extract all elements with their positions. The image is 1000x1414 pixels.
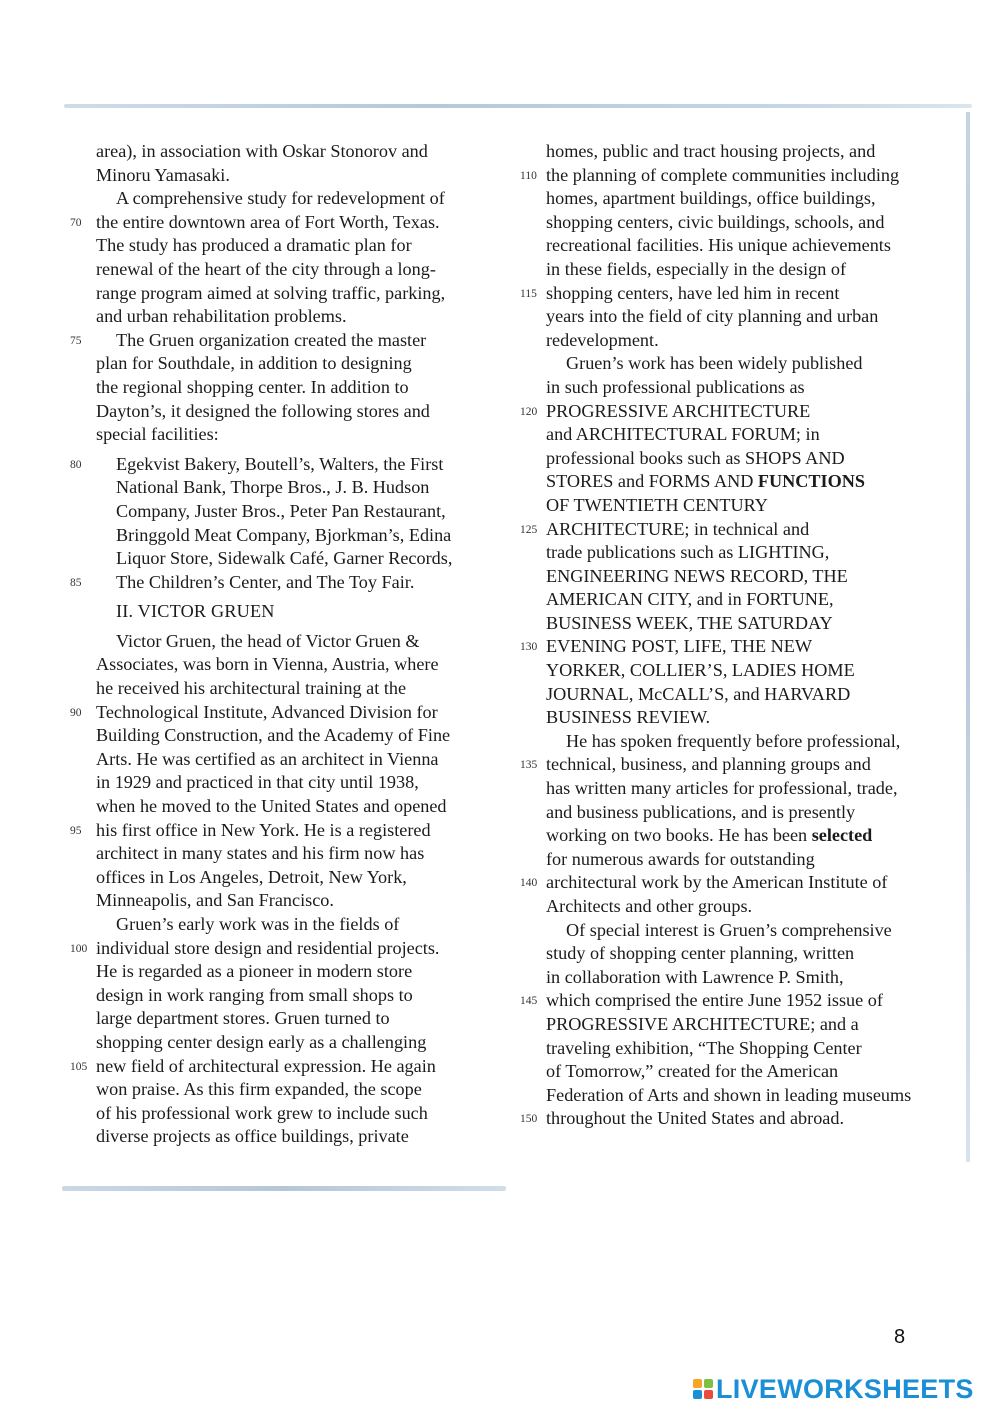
line-text: Bringgold Meat Company, Bjorkman’s, Edina — [116, 524, 452, 545]
text-line — [520, 871, 966, 895]
line-number: 105 — [70, 1060, 88, 1073]
text-line — [546, 588, 966, 612]
left-text-column — [70, 140, 510, 1149]
line-number: 120 — [520, 405, 538, 418]
line-text: Egekvist Bakery, Boutell’s, Walters, the First — [116, 453, 444, 474]
line-text: design in work ranging from small shops to — [96, 984, 413, 1005]
logo-square-green — [704, 1379, 713, 1388]
line-text: He is regarded as a pioneer in modern store — [96, 961, 413, 982]
text-line — [546, 777, 966, 801]
line-text: Of special interest is Gruen’s comprehensive — [566, 919, 892, 940]
line-text: trade publications such as LIGHTING, — [546, 542, 830, 563]
text-line — [546, 329, 966, 353]
line-text: EVENING POST, LIFE, THE NEW — [546, 636, 813, 657]
text-line — [96, 866, 510, 890]
text-line — [520, 1107, 966, 1131]
text-line — [96, 352, 510, 376]
text-line — [546, 305, 966, 329]
line-text: Victor Gruen, the head of Victor Gruen & — [116, 630, 420, 651]
line-number: 90 — [70, 706, 82, 719]
line-text: the planning of complete communities including — [546, 164, 900, 185]
logo-square-blue — [693, 1390, 702, 1399]
line-number: 145 — [520, 995, 538, 1008]
text-line — [96, 842, 510, 866]
line-text: when he moved to the United States and opened — [96, 796, 447, 817]
page-frame-right-border — [966, 112, 970, 1162]
text-line — [546, 706, 966, 730]
line-text: architect in many states and his firm now has — [96, 843, 425, 864]
line-text: has written many articles for professional, trade, — [546, 778, 898, 799]
line-text: traveling exhibition, “The Shopping Center — [546, 1037, 862, 1058]
text-line — [96, 960, 510, 984]
text-line — [546, 801, 966, 825]
text-line — [546, 541, 966, 565]
section-heading — [96, 600, 510, 624]
line-text: shopping centers, civic buildings, schools, and — [546, 211, 885, 232]
text-line — [546, 140, 966, 164]
text-line — [96, 423, 510, 447]
line-text: for numerous awards for outstanding — [546, 848, 815, 869]
text-line — [96, 187, 510, 211]
line-text: Minneapolis, and San Francisco. — [96, 890, 334, 911]
line-text: he received his architectural training at the — [96, 678, 407, 699]
line-number: 95 — [70, 824, 82, 837]
text-line — [70, 1055, 510, 1079]
line-text: and urban rehabilitation problems. — [96, 306, 347, 327]
line-text: architectural work by the American Institute of — [546, 872, 888, 893]
line-text: Building Construction, and the Academy of Fine — [96, 725, 451, 746]
line-text: JOURNAL, McCALL’S, and HARVARD — [546, 683, 851, 704]
line-text: Gruen’s early work was in the fields of — [116, 914, 400, 934]
line-text: STORES and FORMS AND — [546, 471, 758, 492]
line-text: the entire downtown area of Fort Worth, Texas. — [96, 211, 440, 232]
line-text: The Children’s Center, and The Toy Fair. — [116, 571, 415, 592]
text-line — [520, 753, 966, 777]
bold-text: selected — [811, 825, 873, 846]
text-line — [96, 1078, 510, 1102]
text-line — [546, 187, 966, 211]
page-number: 8 — [894, 1326, 906, 1348]
text-line — [546, 612, 966, 636]
line-text: his first office in New York. He is a registered — [96, 819, 431, 840]
line-text: in collaboration with Lawrence P. Smith, — [546, 966, 844, 987]
text-line — [520, 989, 966, 1013]
text-line — [520, 635, 966, 659]
text-line — [96, 724, 510, 748]
liveworksheets-wordmark: LIVEWORKSHEETS — [716, 1373, 974, 1404]
line-text: offices in Los Angeles, Detroit, New York, — [96, 866, 407, 887]
text-line — [546, 895, 966, 919]
line-text: plan for Southdale, in addition to designing — [96, 353, 412, 374]
line-text: Company, Juster Bros., Peter Pan Restaurant, — [116, 500, 446, 521]
page-frame-top-border — [64, 104, 972, 108]
text-line — [96, 500, 510, 524]
text-line — [546, 1037, 966, 1061]
text-line — [96, 748, 510, 772]
bold-text: FUNCTIONS — [757, 471, 866, 492]
text-line — [520, 164, 966, 188]
line-text: shopping centers, have led him in recent — [546, 282, 840, 303]
text-line — [96, 653, 510, 677]
text-line — [546, 1060, 966, 1084]
text-line — [96, 376, 510, 400]
text-line — [70, 329, 510, 353]
text-line — [546, 565, 966, 589]
text-line — [96, 164, 510, 188]
line-number: 80 — [70, 458, 82, 471]
line-number: 135 — [520, 759, 538, 772]
line-text: homes, public and tract housing projects, and — [546, 141, 876, 161]
line-number: 75 — [70, 334, 82, 347]
line-text: Associates, was born in Vienna, Austria, where — [96, 654, 439, 675]
text-line — [70, 211, 510, 235]
text-line — [546, 258, 966, 282]
line-text: The study has produced a dramatic plan for — [96, 235, 412, 256]
text-line — [546, 211, 966, 235]
text-line — [70, 453, 510, 477]
line-text: of his professional work grew to include such — [96, 1102, 428, 1123]
line-text: He has spoken frequently before professional, — [566, 730, 901, 751]
line-text: Gruen’s work has been widely published — [566, 353, 863, 374]
line-text: redevelopment. — [546, 329, 659, 350]
text-line — [96, 889, 510, 913]
line-text: in 1929 and practiced in that city until 1938, — [96, 772, 419, 793]
line-text: technical, business, and planning groups and — [546, 754, 871, 775]
line-number: 100 — [70, 942, 88, 955]
line-text: recreational facilities. His unique achievements — [546, 235, 891, 256]
text-line — [96, 1031, 510, 1055]
line-text: The Gruen organization created the master — [116, 329, 427, 350]
line-text: which comprised the entire June 1952 issue of — [546, 990, 883, 1011]
line-text: professional books such as SHOPS AND — [546, 447, 845, 468]
line-text: of Tomorrow,” created for the American — [546, 1061, 839, 1082]
text-line — [96, 1102, 510, 1126]
line-text: OF TWENTIETH CENTURY — [546, 494, 768, 515]
line-text: Technological Institute, Advanced Division for — [96, 701, 438, 722]
text-line — [546, 423, 966, 447]
text-line — [70, 571, 510, 595]
text-line — [96, 984, 510, 1008]
line-text: homes, apartment buildings, office buildings, — [546, 188, 876, 209]
text-line — [70, 701, 510, 725]
line-text: large department stores. Gruen turned to — [96, 1008, 390, 1029]
line-text: diverse projects as office buildings, private — [96, 1126, 409, 1147]
liveworksheets-logo[interactable] — [693, 1374, 974, 1404]
text-line — [546, 848, 966, 872]
line-text: individual store design and residential projects. — [96, 937, 440, 958]
line-text: throughout the United States and abroad. — [546, 1108, 845, 1129]
text-line — [546, 824, 966, 848]
text-line — [546, 659, 966, 683]
text-line — [96, 1007, 510, 1031]
line-text: the regional shopping center. In addition to — [96, 376, 409, 397]
line-text: ARCHITECTURE; in technical and — [546, 518, 810, 539]
text-line — [520, 282, 966, 306]
line-text: PROGRESSIVE ARCHITECTURE — [546, 400, 811, 421]
line-number: 130 — [520, 641, 538, 654]
logo-square-red — [704, 1390, 713, 1399]
text-line — [96, 771, 510, 795]
liveworksheets-logo-icon — [693, 1379, 713, 1399]
text-line — [96, 630, 510, 654]
text-line — [520, 518, 966, 542]
text-line — [96, 547, 510, 571]
line-text: shopping center design early as a challenging — [96, 1031, 427, 1052]
line-text: YORKER, COLLIER’S, LADIES HOME — [546, 660, 855, 681]
text-line — [546, 919, 966, 943]
text-line — [96, 476, 510, 500]
line-text: years into the field of city planning and urban — [546, 306, 879, 327]
page-frame-bottom-border — [62, 1186, 506, 1191]
line-text: BUSINESS REVIEW. — [546, 707, 711, 728]
line-text: renewal of the heart of the city through a long- — [96, 258, 436, 279]
line-text: Arts. He was certified as an architect in Vienna — [96, 748, 439, 769]
line-text: and business publications, and is presently — [546, 801, 856, 822]
text-line — [96, 400, 510, 424]
line-text: study of shopping center planning, written — [546, 943, 855, 964]
right-text-column — [520, 140, 966, 1131]
text-line — [546, 730, 966, 754]
line-text: Liquor Store, Sidewalk Café, Garner Records, — [116, 548, 453, 569]
text-line — [546, 447, 966, 471]
line-text: Federation of Arts and shown in leading museums — [546, 1084, 912, 1105]
line-number: 125 — [520, 523, 538, 536]
text-line — [96, 524, 510, 548]
line-text: II. VICTOR GRUEN — [116, 601, 275, 622]
text-line — [96, 282, 510, 306]
line-text: area), in association with Oskar Stonorov and — [96, 141, 428, 161]
text-line — [546, 942, 966, 966]
text-line — [96, 305, 510, 329]
line-text: AMERICAN CITY, and in FORTUNE, — [546, 589, 834, 610]
line-text: BUSINESS WEEK, THE SATURDAY — [546, 612, 833, 633]
text-line — [96, 140, 510, 164]
line-number: 110 — [520, 169, 537, 182]
text-line — [96, 234, 510, 258]
text-line — [546, 1084, 966, 1108]
text-line — [70, 937, 510, 961]
text-line — [96, 1125, 510, 1149]
logo-square-orange — [693, 1379, 702, 1388]
line-text: range program aimed at solving traffic, parking, — [96, 282, 446, 303]
text-line — [520, 400, 966, 424]
text-line — [546, 352, 966, 376]
line-text: won praise. As this firm expanded, the scope — [96, 1079, 422, 1100]
text-line — [546, 966, 966, 990]
line-number: 115 — [520, 287, 537, 300]
text-line — [96, 677, 510, 701]
line-number: 70 — [70, 216, 82, 229]
line-text: Minoru Yamasaki. — [96, 164, 230, 185]
line-text: Architects and other groups. — [546, 896, 753, 916]
line-text: ENGINEERING NEWS RECORD, THE — [546, 565, 848, 586]
line-text: special facilities: — [96, 424, 219, 445]
line-text: working on two books. He has been — [546, 825, 812, 846]
text-line — [546, 376, 966, 400]
line-text: new field of architectural expression. He again — [96, 1055, 436, 1076]
text-line — [70, 819, 510, 843]
line-text: in these fields, especially in the design of — [546, 258, 847, 279]
text-line — [96, 913, 510, 937]
text-line — [96, 795, 510, 819]
line-number: 150 — [520, 1113, 538, 1126]
line-text: PROGRESSIVE ARCHITECTURE; and a — [546, 1013, 859, 1034]
text-line — [96, 258, 510, 282]
text-line — [546, 1013, 966, 1037]
line-text: Dayton’s, it designed the following stores and — [96, 400, 430, 421]
line-number: 140 — [520, 877, 538, 890]
line-text: National Bank, Thorpe Bros., J. B. Hudson — [116, 477, 430, 498]
line-text: in such professional publications as — [546, 376, 805, 397]
line-text: and ARCHITECTURAL FORUM; in — [546, 424, 820, 445]
text-line — [546, 470, 966, 494]
text-line — [546, 494, 966, 518]
text-line — [546, 683, 966, 707]
line-text: A comprehensive study for redevelopment of — [116, 188, 445, 209]
line-number: 85 — [70, 576, 82, 589]
text-line — [546, 234, 966, 258]
